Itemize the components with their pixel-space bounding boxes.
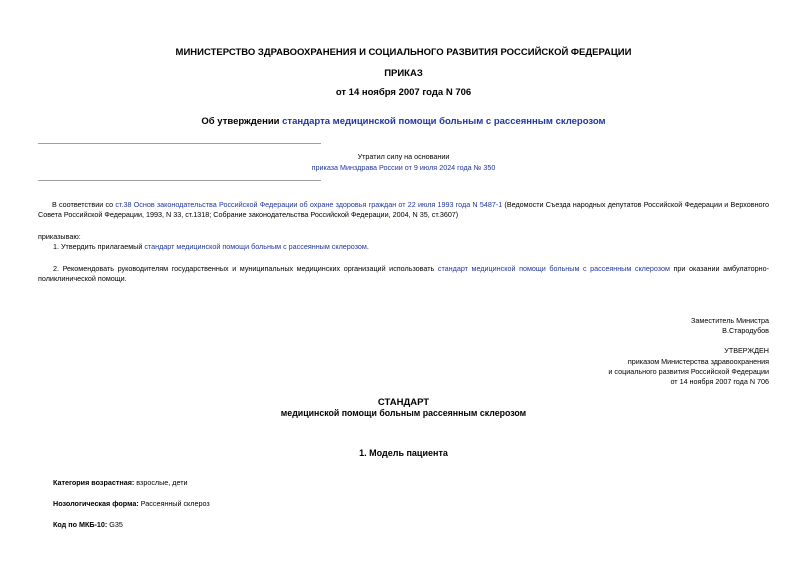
age-label: Категория возрастная: [53, 478, 135, 487]
item-1-standard-link[interactable]: стандарт медицинской помощи больным с рассеянным склерозом [144, 242, 367, 251]
approved-line-3: от 14 ноября 2007 года N 706 [670, 377, 769, 386]
item-1-end: . [366, 242, 369, 251]
icd-value: G35 [107, 520, 123, 529]
icd-label: Код по МКБ-10: [53, 520, 108, 529]
order-word: приказываю: [38, 232, 81, 241]
signature-position: Заместитель Министра [691, 316, 769, 325]
notice-line1: Утратил силу на основании [357, 152, 450, 161]
preamble-text-2: (Ведомости Съезда народных депутатов Российской Федерации и Верховного Совета Российской Федерации, 1993, N 33, ст.1318; Собрание законодательства Российской Федерации, 2004, N 35, ст.3607) [38, 200, 769, 219]
repeal-order-link[interactable]: приказа Минздрава России от 9 июля 2024 года № 350 [311, 163, 496, 172]
signature-name: В.Стародубов [722, 326, 769, 335]
icd-code [53, 520, 123, 530]
doc-type-heading: ПРИКАЗ [384, 68, 423, 79]
notice-bottom-rule [38, 180, 321, 181]
preamble-paragraph [38, 200, 769, 220]
standard-subtitle: медицинской помощи больным рассеянным склерозом [280, 408, 527, 418]
item-2-end: при оказании амбулаторно-поликлинической помощи. [38, 264, 769, 283]
nosological-form [53, 499, 210, 509]
section-1-heading: 1. Модель пациента [359, 448, 448, 458]
doc-date-heading: от 14 ноября 2007 года N 706 [335, 87, 472, 98]
law-article-link[interactable]: ст.38 Основ законодательства Российской Федерации об охране здоровья граждан от 22 июля 1993 года N 5487-1 [115, 200, 503, 209]
preamble-text-1: В соответствии со [52, 200, 116, 209]
approved-word: УТВЕРЖДЕН [724, 346, 769, 355]
ministry-heading: МИНИСТЕРСТВО ЗДРАВООХРАНЕНИЯ И СОЦИАЛЬНОГО РАЗВИТИЯ РОССИЙСКОЙ ФЕДЕРАЦИИ [175, 47, 632, 58]
notice-line2 [0, 163, 807, 173]
notice-top-rule [38, 143, 321, 144]
item-2-standard-link[interactable]: стандарт медицинской помощи больным с рассеянным склерозом [437, 264, 670, 273]
form-label: Нозологическая форма: [53, 499, 139, 508]
form-value: Рассеянный склероз [138, 499, 210, 508]
age-value: взрослые, дети [134, 478, 188, 487]
item-1 [53, 242, 369, 252]
doc-title-prefix: Об утверждении [201, 116, 283, 127]
doc-title [0, 116, 807, 127]
age-category [53, 478, 188, 488]
approved-line-1: приказом Министерства здравоохранения [627, 357, 769, 366]
approved-line-2: и социального развития Российской Федерации [608, 367, 769, 376]
item-1-text: 1. Утвердить прилагаемый [53, 242, 145, 251]
item-2-text: 2. Рекомендовать руководителям государственных и муниципальных медицинских организаций использовать [53, 264, 438, 273]
doc-title-link[interactable]: стандарта медицинской помощи больным с рассеянным склерозом [282, 116, 606, 127]
item-2 [38, 264, 769, 284]
standard-title: СТАНДАРТ [377, 397, 430, 408]
